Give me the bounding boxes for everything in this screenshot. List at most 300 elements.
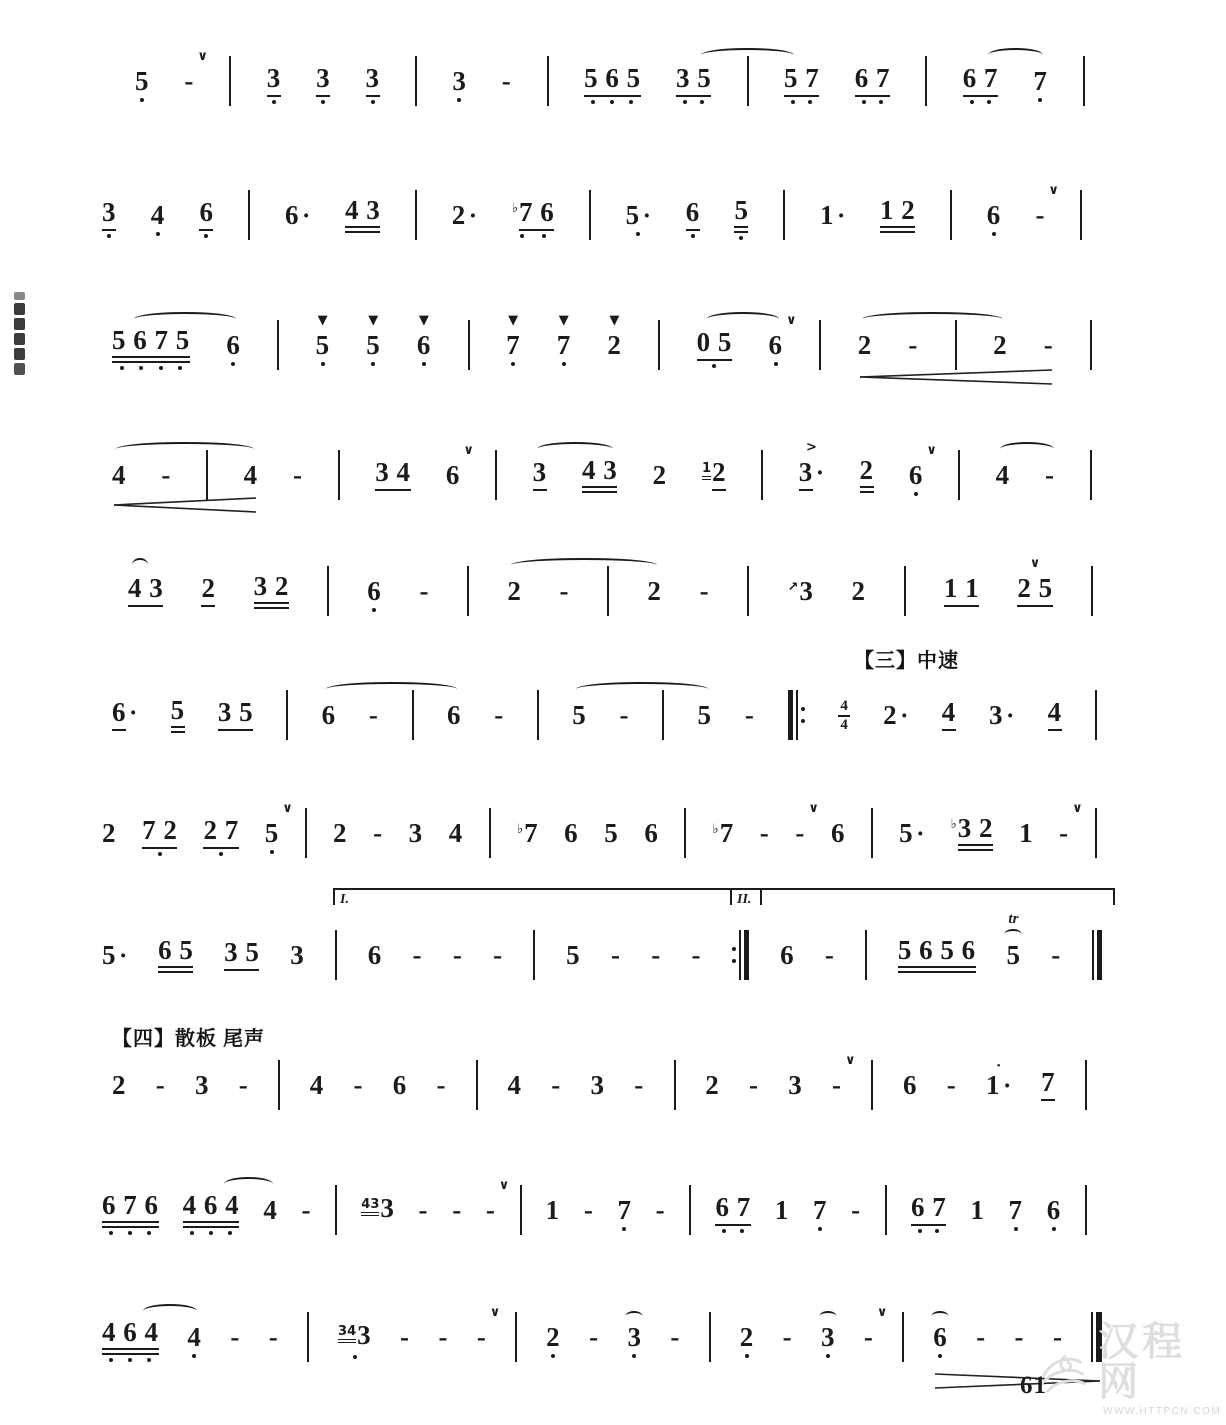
- note: 2: [705, 1069, 720, 1100]
- barline: [537, 690, 539, 740]
- octave-dots-low: [452, 98, 466, 102]
- note: 3: [452, 68, 466, 95]
- volta-bracket: [730, 888, 1115, 905]
- note: ♭7: [516, 817, 539, 848]
- note: 6: [903, 1069, 917, 1100]
- barline: [327, 566, 329, 616]
- note: 3 5: [218, 699, 253, 731]
- augmentation-dot: ·: [129, 700, 138, 727]
- note: 3 · >: [799, 459, 824, 491]
- grace-note: 1: [702, 461, 711, 480]
- watermark-url: WWW.HTTPCN.COM: [1103, 1406, 1222, 1417]
- note: 12: [702, 459, 726, 491]
- note: 3 5: [224, 939, 259, 971]
- note: 6: [830, 817, 845, 848]
- accent-icon: >: [806, 440, 817, 455]
- octave-dots-low: [963, 100, 998, 104]
- slur-icon: [224, 1177, 273, 1191]
- note: 4 6 4: [102, 1319, 159, 1355]
- barline: [788, 690, 806, 740]
- note: 7: [1033, 68, 1047, 95]
- note: 3 ·: [988, 699, 1015, 730]
- note: 1: [545, 1194, 560, 1225]
- note: 3 5: [676, 65, 711, 97]
- dash-extend: -: [744, 699, 755, 730]
- barline: [277, 320, 279, 370]
- note: 2: [112, 1069, 126, 1100]
- dash-extend: -: [1051, 939, 1061, 970]
- dash-extend: -: [418, 1194, 429, 1225]
- octave-dots-low: [226, 362, 240, 366]
- note: 4: [507, 1069, 522, 1100]
- dash-extend: -: [494, 699, 504, 730]
- augmentation-dot: ·: [468, 202, 478, 230]
- note: 6 ·: [112, 699, 137, 731]
- slur-icon: [862, 312, 1003, 326]
- tie-icon: [820, 1311, 837, 1321]
- octave-dots-low: [626, 232, 651, 236]
- dash-extend: -: [373, 817, 383, 848]
- barline: [307, 1312, 309, 1362]
- note: 2: [652, 459, 667, 490]
- volta-label: II.: [737, 892, 752, 907]
- note: 2: [546, 1324, 560, 1351]
- octave-dots-low: [417, 362, 431, 366]
- dash-extend: -: [1052, 1321, 1063, 1352]
- barline: [885, 1185, 887, 1235]
- note: 5 ·: [102, 939, 128, 970]
- note: 7: [1009, 1197, 1023, 1224]
- dash-extend: -: [946, 1069, 957, 1100]
- augmentation-dot: ·: [1003, 1072, 1012, 1100]
- note: 3: [788, 1069, 803, 1100]
- dash-extend: - ∨: [485, 1177, 510, 1225]
- dash-extend: -: [436, 1069, 446, 1100]
- staccato-icon: ▼: [558, 312, 569, 328]
- dash-extend: -: [670, 1321, 680, 1352]
- note: 3: [627, 1324, 641, 1351]
- barline: [783, 190, 785, 240]
- note: 6 7 6: [102, 1192, 159, 1228]
- note: 4: [448, 817, 463, 848]
- octave-dots-low: [734, 236, 748, 240]
- octave-dots-low: [187, 1354, 201, 1358]
- music-line: [112, 650, 1097, 740]
- note: 6: [933, 1324, 947, 1351]
- music-line: [135, 48, 1085, 106]
- dash-extend: -: [161, 459, 171, 490]
- note: 1: [774, 1194, 789, 1225]
- note: 4: [151, 202, 165, 229]
- dash-extend: -: [412, 939, 423, 970]
- dash-extend: -: [501, 65, 512, 96]
- dash-extend: - ∨: [1035, 182, 1059, 230]
- barline: [467, 566, 469, 616]
- slur-icon: [537, 442, 614, 456]
- note: 2 ·: [451, 199, 478, 230]
- octave-dots-low: [102, 234, 116, 238]
- slur-icon: [143, 1304, 197, 1318]
- octave-dots-low: [135, 98, 149, 102]
- volta-bracket: [333, 888, 762, 905]
- note: ♭3 2: [951, 815, 993, 851]
- note: 5 ▼: [316, 332, 330, 359]
- repeat-dots: [801, 707, 805, 723]
- dash-extend: -: [976, 1321, 986, 1352]
- barline: [747, 566, 749, 616]
- octave-dots-low: [265, 850, 279, 854]
- note: 6 ▼: [417, 332, 431, 359]
- breath-mark-icon: ∨: [785, 312, 797, 328]
- note: 5: [135, 68, 149, 95]
- barline: [958, 450, 960, 500]
- note: 5: [171, 697, 185, 733]
- barline: [689, 1185, 691, 1235]
- note: 343: [338, 1322, 371, 1352]
- repeat-dots: [732, 947, 736, 963]
- music-line: [102, 800, 1097, 858]
- octave-dots-low: [1033, 98, 1047, 102]
- music-line: [112, 440, 1092, 500]
- octave-dots-low: [769, 362, 783, 366]
- barline: [925, 56, 927, 106]
- note: 6 ∨: [909, 462, 923, 489]
- note: 1 · •: [986, 1059, 1012, 1100]
- section-label: 【四】散板 尾声: [112, 1028, 265, 1050]
- note: ↗3: [787, 575, 814, 606]
- note: 5 ·: [899, 817, 925, 848]
- flat-icon: ♭: [950, 817, 957, 832]
- dash-extend: -: [230, 1321, 240, 1352]
- note: 6 ∨: [445, 442, 474, 490]
- breath-mark-icon: ∨: [1029, 556, 1041, 571]
- note: 1 ·: [819, 199, 846, 230]
- breath-mark-icon: ∨: [489, 1304, 501, 1320]
- dash-extend: -: [238, 1069, 249, 1100]
- music-line: [102, 1304, 1102, 1362]
- barline: [1085, 1185, 1087, 1235]
- note: 4: [995, 459, 1010, 490]
- barline: [412, 690, 414, 740]
- note: 1: [1019, 817, 1034, 848]
- barline: [1080, 190, 1082, 240]
- barline: [206, 450, 208, 500]
- note: 433: [361, 1193, 395, 1223]
- octave-dots-low: [686, 234, 700, 238]
- breath-mark-icon: ∨: [926, 442, 937, 458]
- note: 5 ▼: [366, 332, 380, 359]
- note: 7: [813, 1197, 827, 1224]
- note: 7 ▼: [506, 332, 520, 359]
- barline: [415, 56, 417, 106]
- octave-dots-low: [1009, 1227, 1023, 1231]
- octave-dots-low: [933, 1354, 947, 1358]
- note: 3: [195, 1069, 209, 1100]
- octave-dots-low: [512, 234, 554, 238]
- octave-dots-low: [557, 362, 571, 366]
- slur-icon: [707, 312, 779, 326]
- dash-extend: -: [493, 939, 503, 970]
- octave-dots-low: [987, 232, 1001, 236]
- note: 4: [942, 699, 956, 731]
- octave-dots-low: [676, 100, 711, 104]
- barline: [495, 450, 497, 500]
- grace-note: 34: [338, 1324, 356, 1343]
- crescendo-hairpin-icon: [112, 496, 258, 514]
- staccato-icon: ▼: [317, 312, 328, 328]
- barline: [1092, 930, 1103, 980]
- note: 1: [970, 1194, 985, 1225]
- volta-label: I.: [340, 892, 349, 907]
- barline: [1090, 450, 1092, 500]
- octave-dots-low: [740, 1354, 754, 1358]
- note: 6: [780, 939, 795, 970]
- flat-icon: ♭: [511, 201, 518, 216]
- note: 4: [112, 459, 126, 490]
- note: 4: [187, 1324, 201, 1351]
- note: 6: [987, 202, 1001, 229]
- dash-extend: -: [824, 939, 835, 970]
- note: 2: [201, 575, 215, 607]
- slur-icon: [511, 558, 657, 572]
- octave-dots-low: [617, 1227, 631, 1231]
- dash-extend: -: [293, 459, 303, 490]
- octave-dots-low: [151, 232, 165, 236]
- octave-dots-low: [506, 362, 520, 366]
- note: 7 ▼: [557, 332, 571, 359]
- note: 4: [263, 1194, 278, 1225]
- augmentation-dot: ·: [119, 942, 128, 970]
- note: 6: [226, 332, 240, 359]
- octave-dots-low: [267, 100, 281, 104]
- dash-extend: -: [353, 1069, 363, 1100]
- breath-mark-icon: ∨: [1072, 800, 1083, 816]
- octave-dots-low: [627, 1354, 641, 1358]
- note: 3: [533, 459, 547, 491]
- dash-extend: -: [1043, 329, 1054, 360]
- tie-icon: [1005, 929, 1022, 939]
- section-label: 【三】中速: [854, 650, 959, 672]
- dash-extend: -: [1045, 459, 1055, 490]
- grace-note: 43: [361, 1197, 379, 1216]
- barline: [747, 56, 749, 106]
- dash-extend: -: [908, 329, 918, 360]
- dash-extend: - ∨: [184, 48, 208, 96]
- octave-dot-high: •: [996, 1059, 1001, 1072]
- breath-mark-icon: ∨: [498, 1177, 510, 1193]
- octave-dots-low: [102, 1231, 159, 1235]
- note: 1 1: [944, 575, 979, 607]
- barline: [515, 1312, 517, 1362]
- note: 2: [332, 817, 347, 848]
- note: 2 7: [203, 817, 238, 849]
- dash-extend: -: [400, 1321, 410, 1352]
- octave-dots-low: [142, 852, 177, 856]
- octave-dots-low: [813, 1227, 827, 1231]
- barline: [533, 930, 535, 980]
- note: 3: [408, 817, 423, 848]
- note: 2: [860, 457, 874, 493]
- dash-extend: -: [589, 1321, 599, 1352]
- note: 3: [366, 65, 380, 97]
- dash-extend: -: [368, 699, 379, 730]
- dash-extend: -: [452, 939, 463, 970]
- barline: [229, 56, 231, 106]
- note: 7: [1041, 1069, 1055, 1101]
- note: 3 2: [254, 573, 289, 609]
- barline: [468, 320, 470, 370]
- dash-extend: -: [559, 575, 569, 606]
- note: 4: [1048, 699, 1062, 731]
- trill-icon: tr: [1008, 910, 1019, 927]
- note: 6 ·: [284, 199, 311, 230]
- octave-dots-low: [584, 100, 641, 104]
- dash-extend: -: [1014, 1321, 1025, 1352]
- note: 2 ·: [883, 699, 909, 730]
- barline: [950, 190, 952, 240]
- watermark-name: 汉程网: [1098, 1319, 1187, 1404]
- note: 2: [102, 817, 116, 848]
- dash-extend: -: [691, 939, 701, 970]
- dash-extend: -: [699, 575, 710, 606]
- octave-dots-low: [338, 1355, 371, 1359]
- barline: [658, 320, 660, 370]
- note: 5: [572, 699, 587, 730]
- dash-extend: -: [438, 1321, 448, 1352]
- barline: [415, 190, 417, 240]
- dash-extend: -: [551, 1069, 561, 1100]
- note: 5 6 5 6: [898, 937, 976, 973]
- note: 5: [604, 817, 619, 848]
- barline: [335, 930, 337, 980]
- note: 3: [267, 65, 281, 97]
- music-line: [128, 556, 1093, 616]
- note: 7 2: [142, 817, 177, 849]
- octave-dots-low: [367, 608, 381, 612]
- note: 4 6 4: [183, 1192, 240, 1228]
- slur-icon: [988, 48, 1043, 62]
- barline: [335, 1185, 337, 1235]
- note: 3: [821, 1324, 835, 1351]
- octave-dots-low: [909, 492, 923, 496]
- barline: [520, 1185, 522, 1235]
- note: 6: [392, 1069, 407, 1100]
- music-line: [112, 1028, 1087, 1110]
- augmentation-dot: ·: [815, 460, 825, 487]
- octave-dots-low: [112, 366, 190, 370]
- note: 2: [857, 329, 872, 360]
- music-line: [102, 892, 1102, 980]
- dash-extend: - ∨: [795, 800, 819, 848]
- augmentation-dot: ·: [916, 820, 925, 848]
- barline: [607, 566, 609, 616]
- staccato-icon: ▼: [418, 312, 429, 328]
- note: 4: [243, 459, 258, 490]
- barline: [338, 450, 340, 500]
- slur-icon: [701, 48, 794, 62]
- octave-dots-low: [203, 852, 238, 856]
- note: 6: [446, 699, 461, 730]
- breath-mark-icon: ∨: [463, 442, 474, 458]
- barline: [286, 690, 288, 740]
- music-line: [102, 1177, 1087, 1235]
- barline: [662, 690, 664, 740]
- staccato-icon: ▼: [609, 312, 620, 328]
- note: 4 3: [128, 575, 163, 607]
- note: 6: [367, 939, 382, 970]
- barline: [1083, 56, 1085, 106]
- dash-extend: -: [782, 1321, 793, 1352]
- barline: [1095, 808, 1097, 858]
- dash-extend: -: [619, 699, 630, 730]
- note: 6: [199, 199, 213, 231]
- note: 6: [644, 817, 659, 848]
- barline: [476, 1060, 478, 1110]
- dash-extend: - ∨: [832, 1052, 856, 1100]
- note: 1 2: [880, 197, 915, 233]
- note: 0 5: [697, 329, 732, 361]
- dash-extend: - ∨: [476, 1304, 501, 1352]
- dash-extend: -: [634, 1069, 644, 1100]
- flat-icon: ♭: [712, 821, 719, 837]
- barline: [1091, 566, 1093, 616]
- slur-icon: [326, 682, 457, 696]
- barline: [248, 190, 250, 240]
- note: 4 3: [582, 457, 617, 493]
- note: 2: [647, 575, 662, 606]
- octave-dots-low: [784, 100, 819, 104]
- slur-icon: [116, 442, 254, 456]
- note: 5 6 5: [584, 65, 641, 97]
- note: 2: [993, 329, 1008, 360]
- dash-extend: - ∨: [863, 1304, 888, 1352]
- barline: [904, 566, 906, 616]
- dash-extend: -: [419, 575, 429, 606]
- flat-icon: ♭: [516, 821, 524, 837]
- breath-mark-icon: ∨: [197, 48, 208, 64]
- octave-dots-low: [715, 1229, 750, 1233]
- octave-dots-low: [911, 1229, 946, 1233]
- barline: [761, 450, 763, 500]
- slur-icon: [132, 558, 148, 572]
- note: 6: [321, 699, 336, 730]
- barline: [902, 1312, 904, 1362]
- note: ♭7: [712, 817, 734, 848]
- dash-extend: -: [301, 1194, 311, 1225]
- barline: [871, 808, 873, 858]
- dash-extend: -: [759, 817, 770, 848]
- augmentation-dot: ·: [301, 202, 311, 230]
- barline: [732, 930, 750, 980]
- note: 4: [309, 1069, 324, 1100]
- note: 5 6 7 5: [112, 327, 190, 363]
- barline: [871, 1060, 873, 1110]
- note: 6 ∨: [769, 332, 783, 359]
- barline: [955, 320, 957, 370]
- dash-extend: -: [610, 939, 621, 970]
- barline: [1090, 320, 1092, 370]
- note: 5 ∨: [265, 820, 279, 847]
- barline: [1085, 1060, 1087, 1110]
- octave-dots-low: [697, 364, 732, 368]
- crescendo-hairpin-icon: [858, 368, 1054, 386]
- note: ♭7 6: [512, 199, 554, 231]
- note: 5: [734, 197, 748, 233]
- note: 3: [102, 199, 116, 231]
- octave-dots-low: [366, 362, 380, 366]
- note: 6 7: [715, 1194, 750, 1226]
- note: 2 5 ∨: [1017, 575, 1052, 607]
